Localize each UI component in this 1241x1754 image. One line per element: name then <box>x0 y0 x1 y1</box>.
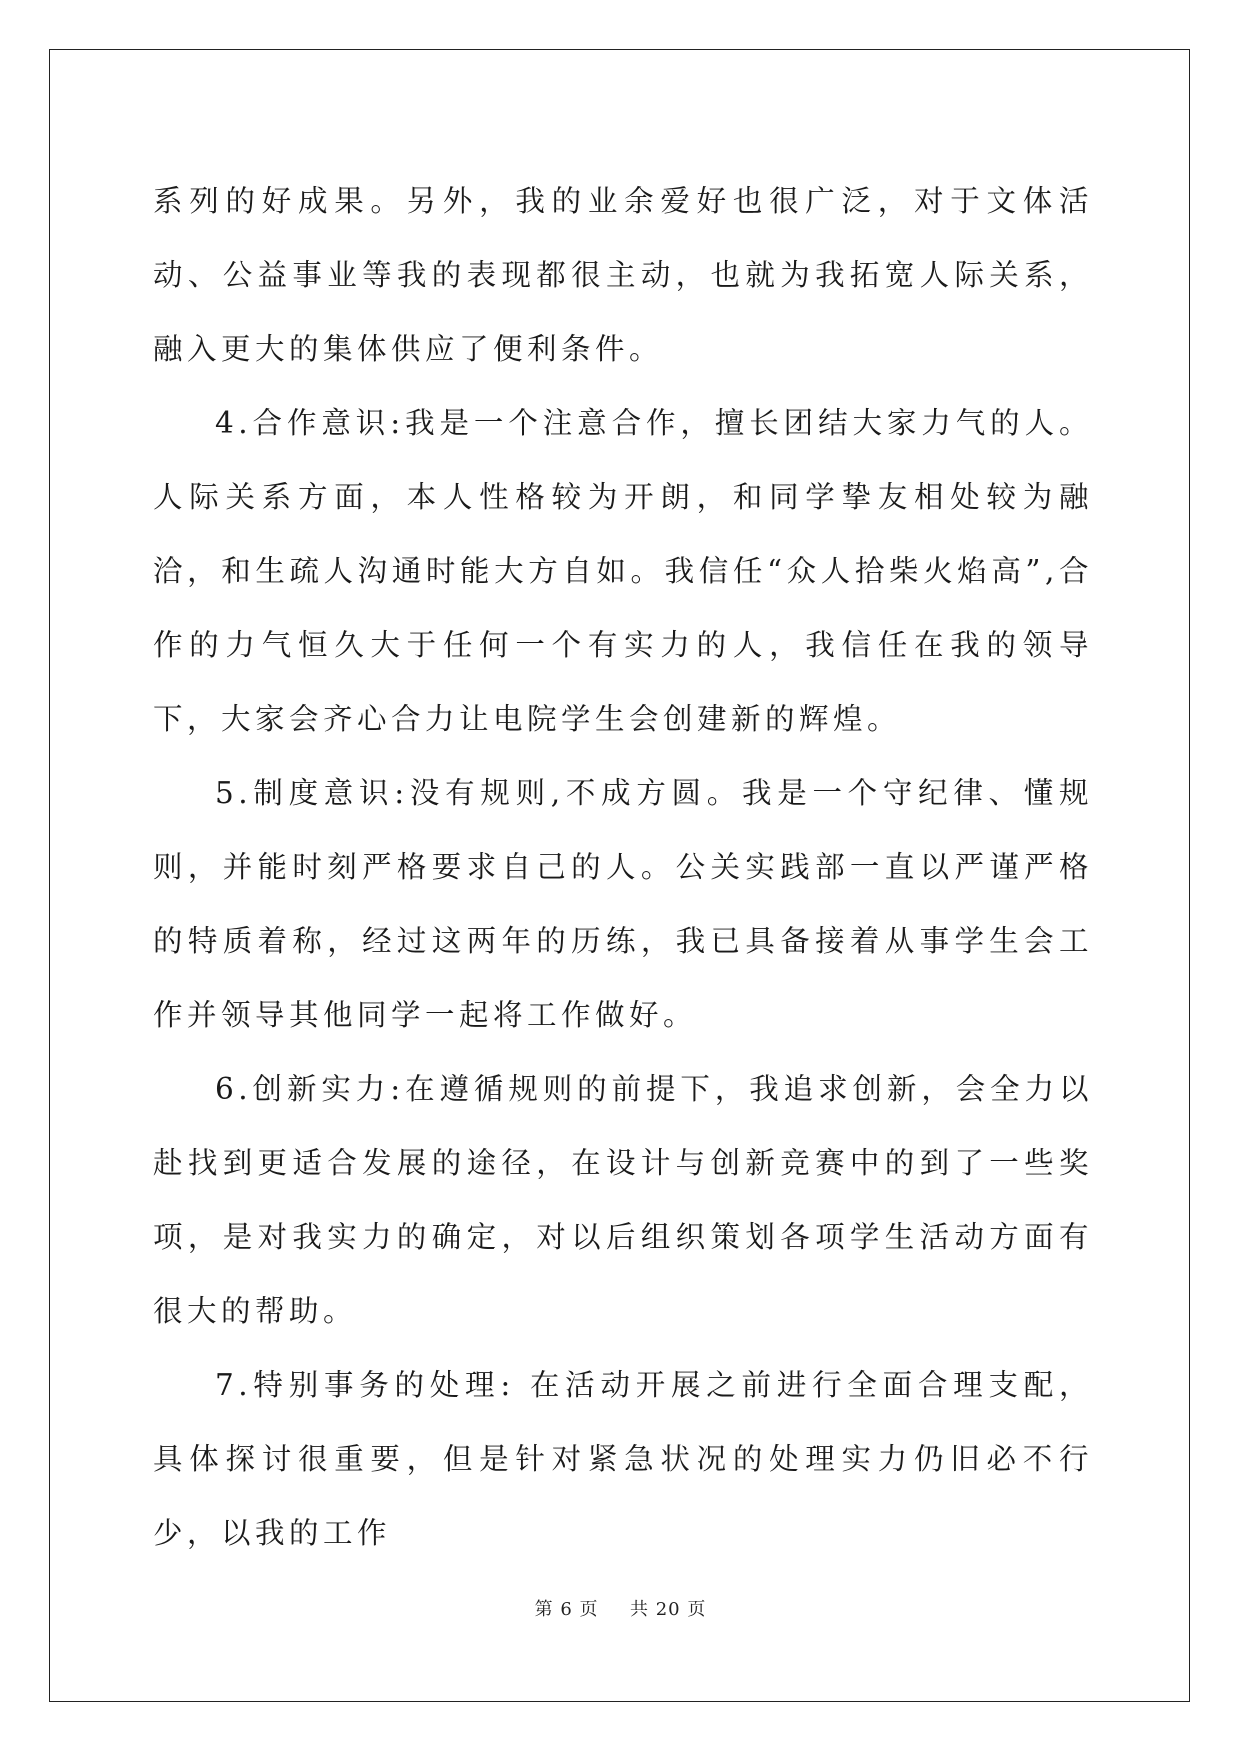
page-total: 共 20 页 <box>630 1599 707 1620</box>
page-number: 第 6 页 <box>534 1599 599 1620</box>
paragraph-continuation: 系列的好成果。另外，我的业余爱好也很广泛，对于文体活动、公益事业等我的表现都很主动，也就为我拓宽人际关系，融入更大的集体供应了便利条件。 <box>153 184 1093 366</box>
paragraph-special-affairs: 7.特别事务的处理: 在活动开展之前进行全面合理支配，具体探讨很重要，但是针对紧急状况的处理实力仍旧必不行少，以我的工作 <box>153 1368 1093 1550</box>
page-footer <box>0 1595 1241 1621</box>
paragraph-innovation: 6.创新实力:在遵循规则的前提下，我追求创新，会全力以赴找到更适合发展的途径，在设计与创新竞赛中的到了一些奖项，是对我实力的确定，对以后组织策划各项学生活动方面有很大的帮助。 <box>153 1072 1093 1328</box>
paragraph-discipline: 5.制度意识:没有规则,不成方圆。我是一个守纪律、懂规则，并能时刻严格要求自己的人。公关实践部一直以严谨严格的特质着称，经过这两年的历练，我已具备接着从事学生会工作并领导其他同学一起将工作做好。 <box>153 776 1093 1032</box>
document-body <box>153 164 1093 1570</box>
paragraph-cooperation: 4.合作意识:我是一个注意合作，擅长团结大家力气的人。人际关系方面，本人性格较为开朗，和同学挚友相处较为融洽，和生疏人沟通时能大方自如。我信任“众人拾柴火焰高”,合作的力气恒久大于任何一个有实力的人，我信任在我的领导下，大家会齐心合力让电院学生会创建新的辉煌。 <box>153 406 1093 736</box>
